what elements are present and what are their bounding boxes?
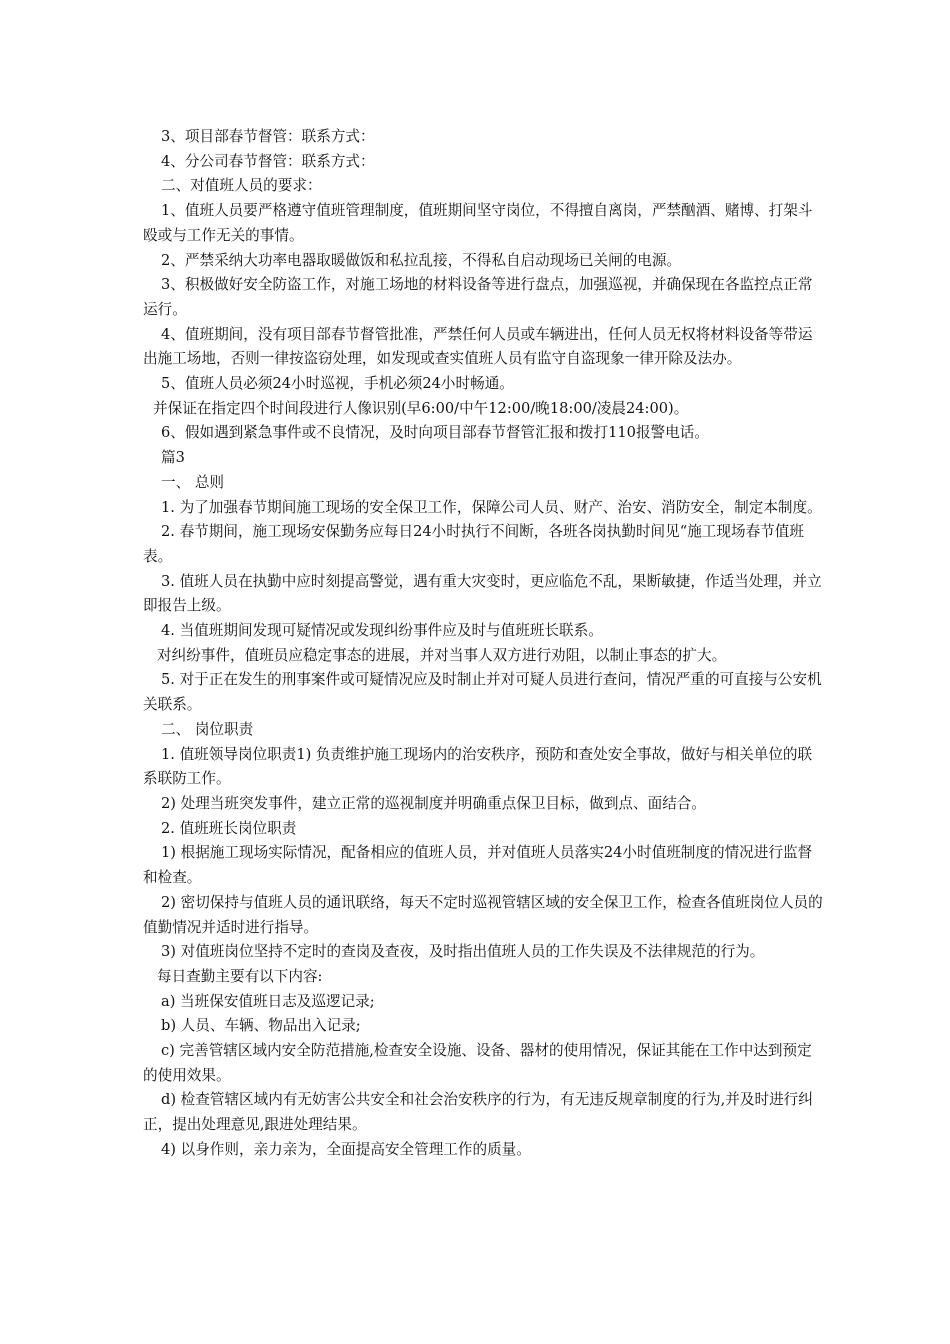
paragraph: 1. 值班领导岗位职责1) 负责维护施工现场内的治安秩序，预防和查处安全事故，做好与相关单位的联系联防工作。 — [143, 745, 813, 788]
paragraph: 3. 值班人员在执勤中应时刻提高警觉，遇有重大灾变时，更应临危不乱，果断敏捷，作适当处理，并立即报告上级。 — [143, 572, 822, 615]
paragraph: 4、分公司春节督管：联系方式： — [161, 152, 375, 170]
list-item: c) 完善管辖区域内安全防范措施,检查安全设施、设备、器材的使用情况，保证其能在工作中达到预定的使用效果。 — [143, 1042, 812, 1084]
list-item: d) 检查管辖区域内有无妨害公共安全和社会治安秩序的行为，有无违反规章制度的行为,并及时进行纠正，提出处理意见,跟进处理结果。 — [143, 1091, 813, 1134]
section-heading: 篇3 — [161, 449, 185, 467]
paragraph: 1) 根据施工现场实际情况，配备相应的值班人员，并对值班人员落实24小时值班制度的情况进行监督和检查。 — [143, 844, 813, 887]
paragraph: 3、项目部春节督管：联系方式： — [161, 128, 375, 145]
paragraph: 3、积极做好安全防盗工作，对施工场地的材料设备等进行盘点，加强巡视，并确保现在各监控点正常运行。 — [143, 276, 813, 318]
paragraph: 4) 以身作则，亲力亲为，全面提高安全管理工作的质量。 — [161, 1140, 531, 1158]
section-heading: 二、对值班人员的要求： — [161, 177, 322, 195]
section-heading: 一、 总则 — [161, 473, 225, 491]
document-body — [143, 125, 823, 1163]
paragraph: 3) 对值班岗位坚持不定时的查岗及查夜，及时指出值班人员的工作失误及不法律规范的行为。 — [161, 943, 765, 961]
paragraph: 6、假如遇到紧急事件或不良情况，及时向项目部春节督管汇报和拨打110报警电话。 — [161, 424, 709, 442]
paragraph: 5、值班人员必须24小时巡视，手机必须24小时畅通。 — [161, 375, 514, 393]
paragraph: 4. 当值班期间发现可疑情况或发现纠纷事件应及时与值班班长联系。 — [161, 622, 603, 640]
paragraph: 2. 春节期间，施工现场安保勤务应每日24小时执行不间断，各班各岗执勤时间见“施工现场春节值班表。 — [143, 523, 804, 565]
paragraph: 每日查勤主要有以下内容: — [157, 967, 323, 985]
paragraph: 2、严禁采纳大功率电器取暖做饭和私拉乱接，不得私自启动现场已关闸的电源。 — [161, 251, 682, 269]
paragraph: 2. 值班班长岗位职责 — [161, 819, 297, 837]
list-item: a) 当班保安值班日志及巡逻记录; — [161, 992, 375, 1010]
paragraph: 2) 处理当班突发事件，建立正常的巡视制度并明确重点保卫目标，做到点、面结合。 — [161, 794, 706, 812]
paragraph: 对纠纷事件，值班员应稳定事态的进展，并对当事人双方进行劝阻，以制止事态的扩大。 — [157, 646, 727, 664]
section-heading: 二、 岗位职责 — [161, 720, 254, 738]
paragraph: 1、值班人员要严格遵守值班管理制度，值班期间坚守岗位，不得擅自离岗，严禁酗酒、赌博、打架斗殴或与工作无关的事情。 — [143, 202, 813, 244]
paragraph: 5. 对于正在发生的刑事案件或可疑情况应及时制止并对可疑人员进行查问，情况严重的可直接与公安机关联系。 — [143, 671, 822, 714]
list-item: b) 人员、车辆、物品出入记录; — [161, 1017, 361, 1035]
paragraph: 2) 密切保持与值班人员的通讯联络，每天不定时巡视管辖区域的安全保卫工作，检查各值班岗位人员的值勤情况并适时进行指导。 — [143, 893, 823, 936]
paragraph: 并保证在指定四个时间段进行人像识别(早6:00/中午12:00/晚18:00/凌晨24:00)。 — [153, 399, 689, 417]
paragraph: 4、值班期间，没有项目部春节督管批准，严禁任何人员或车辆进出，任何人员无权将材料设备等带运出施工场地，否则一律按盗窃处理，如发现或查实值班人员有监守自盗现象一律开除及法办。 — [143, 325, 813, 368]
paragraph: 1. 为了加强春节期间施工现场的安全保卫工作，保障公司人员、财产、治安、消防安全，制定本制度。 — [161, 498, 822, 516]
